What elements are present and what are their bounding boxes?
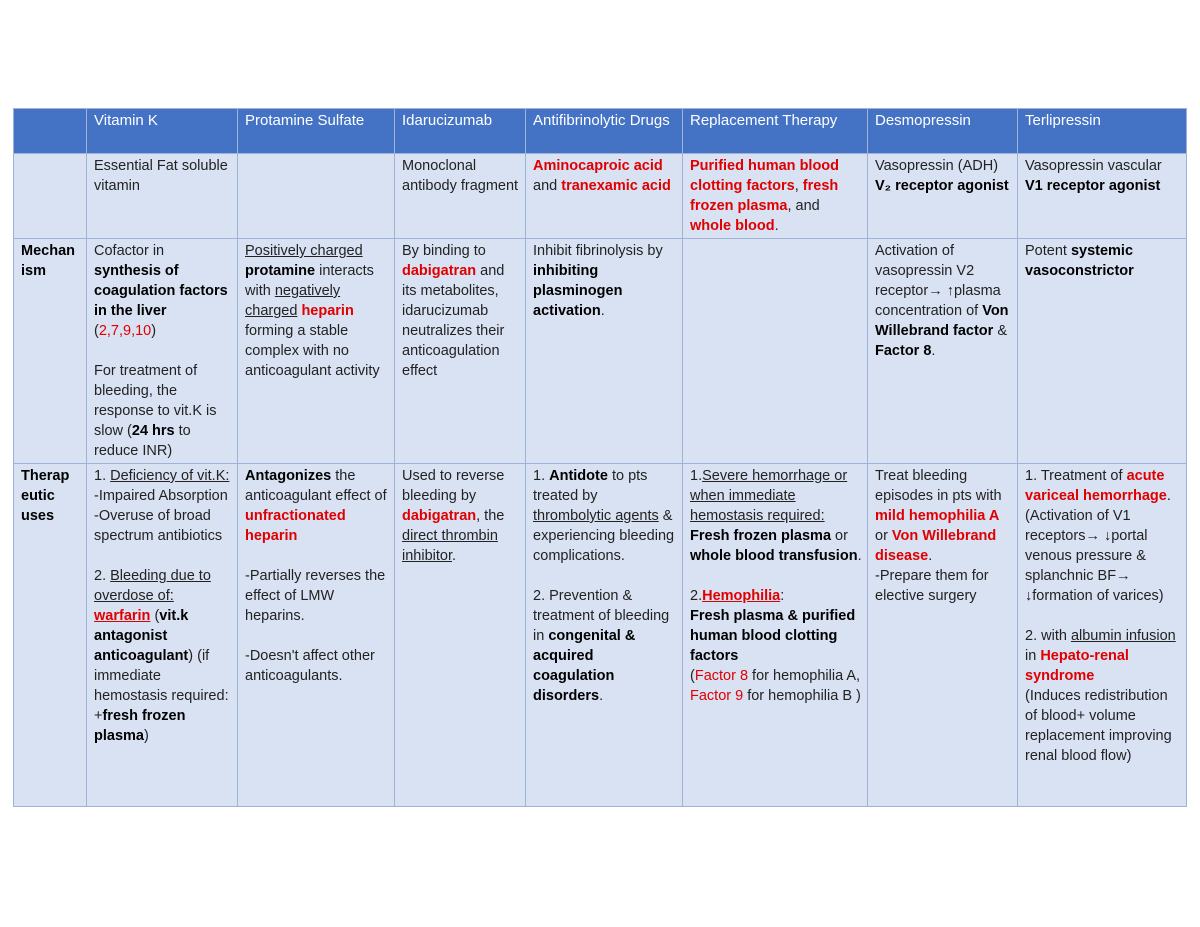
mech-ter-b: systemic vasoconstrictor [1025,243,1134,279]
ther-anti-a: 1. [533,468,550,484]
mech-des-c: & [993,323,1008,339]
ther-ter-f: albumin infusion [1070,628,1176,644]
ther-ter-d: (Activation of V1 receptors→ ↓portal venous pressure & splanchnic BF→ ↓formation of varices) [1025,508,1164,604]
mech-replacement [683,239,868,464]
ther-pro-d: -Partially reverses the effect of LMW heparins. [245,568,386,624]
fresh-frozen-plasma: fresh frozen plasma [690,178,839,214]
mech-protamine [238,239,395,464]
ther-antifibrinolytic [526,464,683,807]
therapeutic-row-label: Therap eutic uses [14,464,87,807]
ther-anti-c: to pts treated by [533,468,648,504]
desc-rep-end: . [774,218,779,234]
whole-blood: whole blood [690,218,775,234]
mech-vitk-b: synthesis of coagulation factors in the liver [94,263,228,319]
header-protamine-sulfate: Protamine Sulfate [238,109,395,154]
ther-ter-b: acute variceal hemorrhage [1025,468,1167,504]
mech-vitk-p2: ) [151,323,157,339]
ther-anti-b: Antidote [549,468,608,484]
desc-desmopressin [868,154,1018,239]
header-vitamin-k: Vitamin K [87,109,238,154]
ther-anti-e: & experiencing bleeding complications. [533,508,675,564]
ther-rep-e: whole blood transfusion [690,548,858,564]
desc-terlipressin [1018,154,1187,239]
desc-vitamin-k [87,154,238,239]
desc-ida-text: Monoclonal antibody fragment [402,158,519,194]
ther-ter-g: in [1025,648,1041,664]
mechanism-row-label: Mechan ism [14,239,87,464]
header-terlipressin: Terlipressin [1018,109,1187,154]
mech-vitk-factors [94,321,232,341]
mech-terlipressin [1018,239,1187,464]
mech-ida-a: By binding to [402,243,486,259]
ther-ter-h: Hepato-renal syndrome [1025,648,1129,684]
ther-des-c: or [875,528,892,544]
ther-des-f: -Prepare them for elective surgery [875,568,989,604]
therapeutic-row [14,464,1187,807]
mech-pro-e: heparin [301,303,354,319]
ther-ter-i: (Induces redistribution of blood+ volume replacement improving renal blood flow) [1025,688,1172,764]
mech-ida-c: and its metabolites, idarucizumab neutralizes their anticoagulation effect [402,263,505,379]
ther-anti-g: congenital & acquired coagulation disorders [533,628,636,704]
desc-rep-and: , and [787,198,820,214]
desc-rep-comma: , [794,178,803,194]
mech-vitk-p1: ( [94,323,99,339]
ther-anti-f: 2. Prevention & treatment of bleeding in [533,588,670,644]
ther-pro-e: -Doesn't affect other anticoagulants. [245,648,375,684]
desc-row-label [14,154,87,239]
header-row [14,109,1187,154]
mechanism-row [14,239,1187,464]
ther-rep-d: or [831,528,848,544]
purified-factors: Purified human blood clotting factors [690,158,840,194]
ther-rep-h: Hemophilia [702,588,781,604]
mech-vitamin-k [87,239,238,464]
desc-des-a: Vasopressin (ADH) [875,158,999,174]
ther-rep-i: : [780,588,785,604]
ther-des-b: mild hemophilia A [875,508,1000,524]
mech-des-d: Factor 8 [875,343,932,359]
desc-antifibrinolytic [526,154,683,239]
aminocaproic-acid: Aminocaproic acid [533,158,663,174]
mech-pro-f: forming a stable complex with no anticoagulant activity [245,323,380,379]
desc-protamine [238,154,395,239]
spacer [1025,606,1181,626]
mech-anti-a: Inhibit fibrinolysis by [533,243,663,259]
ther-ida-c: , the [476,508,505,524]
mech-des-e: . [931,343,936,359]
ther-rep-n: Factor 9 [690,688,744,704]
ther-rep-b: Severe hemorrhage or when immediate hemostasis required: [690,468,848,524]
tranexamic-acid: tranexamic acid [561,178,671,194]
mech-des-b: Von Willebrand factor [875,303,1009,339]
ther-vitk-1: Deficiency of vit.K: [110,468,230,484]
mech-antifibrinolytic [526,239,683,464]
mech-pro-a: Positively charged [245,243,363,259]
ther-vitk-1n: 1. [94,468,111,484]
ther-ida-e: . [451,548,457,564]
ther-ter-a: 1. Treatment of [1025,468,1127,484]
ther-idarucizumab [395,464,526,807]
mech-desmopressin [868,239,1018,464]
mech-pro-d: negatively charged [245,283,341,319]
spacer [94,341,232,361]
spacer [690,566,862,586]
ther-anti-d: thrombolytic agents [533,508,659,524]
ther-rep-l: Factor 8 [694,668,749,684]
desc-vitk-text: Essential Fat soluble vitamin [94,158,228,194]
desc-anti-and: and [533,178,562,194]
mech-vitk-a: Cofactor in [94,243,165,259]
ther-ida-b: dabigatran [402,508,477,524]
ther-rep-o: for hemophilia B ) [743,688,861,704]
ther-rep-c: Fresh frozen plasma [690,528,832,544]
mech-vitk-e: to reduce INR) [94,423,191,459]
mech-anti-c: . [600,303,605,319]
ther-vitk-7: vit.k antagonist anticoagulant [94,608,189,664]
header-antifibrinolytic: Antifibrinolytic Drugs [526,109,683,154]
mech-ter-a: Potent [1025,243,1071,259]
description-row [14,154,1187,239]
ther-des-e: . [928,548,933,564]
v2-receptor-agonist: V₂ receptor agonist [875,178,1009,194]
mech-vitk-d: 24 hrs [131,423,175,439]
ther-des-a: Treat bleeding episodes in pts with [875,468,1002,504]
header-empty [14,109,87,154]
spacer [533,566,677,586]
ther-ida-a: Used to reverse bleeding by [402,468,505,504]
ther-pro-b: the anticoagulant effect of [245,468,387,504]
ther-rep-j: Fresh plasma & purified human blood clotting factors [690,608,856,664]
ther-ter-e: 2. with [1025,628,1071,644]
ther-vitk-9: fresh frozen plasma [94,708,186,744]
header-replacement-therapy: Replacement Therapy [683,109,868,154]
header-desmopressin: Desmopressin [868,109,1018,154]
ther-vitk-10: ) [143,728,149,744]
ther-vitk-4: Bleeding due to overdose of: [94,568,211,604]
spacer [94,546,232,566]
ther-replacement [683,464,868,807]
ther-rep-g: 2. [690,588,703,604]
ther-vitk-6: ( [150,608,160,624]
mech-pro-b: protamine [245,263,316,279]
spacer [245,546,389,566]
ther-vitk-8: ) (if immediate hemostasis required: + [94,648,229,724]
mech-vitk-c: For treatment of bleeding, the response to vit.K is slow ( [94,363,217,439]
ther-desmopressin [868,464,1018,807]
mech-des-a: Activation of vasopressin V2 receptor→ ↑plasma concentration of [875,243,1001,319]
ther-pro-a: Antagonizes [245,468,332,484]
ther-des-d: Von Willebrand disease [875,528,997,564]
v1-receptor-agonist: V1 receptor agonist [1025,178,1161,194]
ther-vitk-warfarin: warfarin [94,608,151,624]
desc-replacement [683,154,868,239]
ther-vitamin-k [87,464,238,807]
mech-idarucizumab [395,239,526,464]
ther-protamine [238,464,395,807]
ther-vitk-4n: 2. [94,568,111,584]
ther-terlipressin [1018,464,1187,807]
ther-rep-m: for hemophilia A, [748,668,861,684]
ther-rep-a: 1. [690,468,703,484]
mech-pro-c: interacts with [245,263,374,299]
ther-vitk-2: -Impaired Absorption [94,488,228,504]
ther-ter-c: . [1166,488,1171,504]
desc-ter-a: Vasopressin vascular [1025,158,1162,174]
ther-rep-k: ( [690,668,695,684]
mech-vitk-nums: 2,7,9,10 [98,323,152,339]
ther-pro-c: unfractionated heparin [245,508,346,544]
ther-vitk-3: -Overuse of broad spectrum antibiotics [94,508,223,544]
ther-ida-d: direct thrombin inhibitor [402,528,498,564]
header-idarucizumab: Idarucizumab [395,109,526,154]
mech-ida-b: dabigatran [402,263,477,279]
desc-idarucizumab [395,154,526,239]
drug-comparison-table [13,108,1187,807]
spacer [245,626,389,646]
ther-rep-f: . [857,548,862,564]
mech-anti-b: inhibiting plasminogen activation [533,263,623,319]
ther-anti-h: . [599,688,604,704]
